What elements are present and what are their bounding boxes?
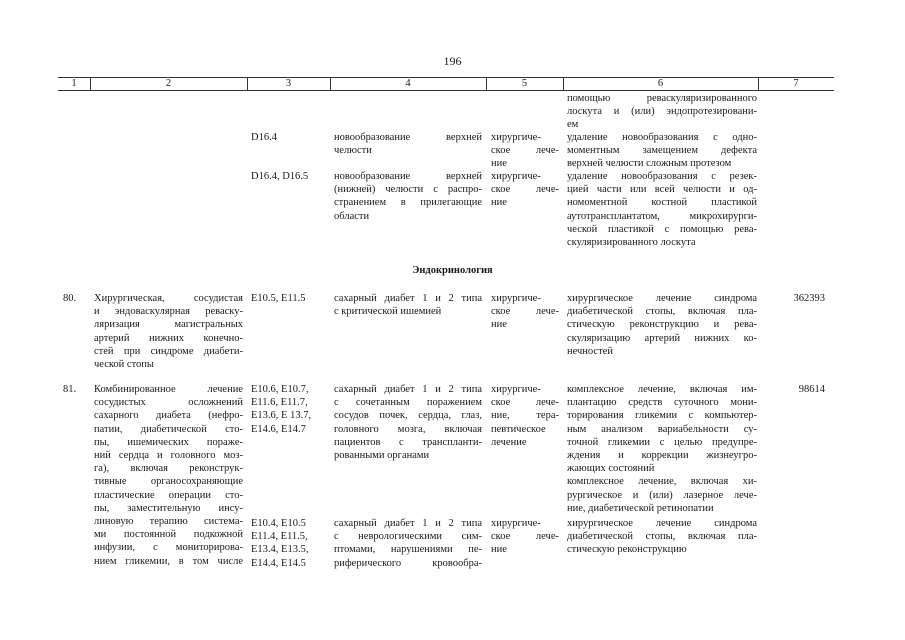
codes-cell	[251, 170, 329, 183]
text-line: сосудистых осложнений	[94, 397, 243, 409]
text-line: с сочетанным поражением	[334, 397, 482, 409]
text-line: E14.6, E14.7	[251, 423, 306, 435]
text-line: ское лече-	[491, 145, 559, 157]
text-line: сахарный диабет 1 и 2 типа	[334, 293, 482, 304]
text-line: номоментной костной пластикой	[567, 197, 757, 209]
text-line: линовую терапию системa-	[94, 516, 243, 528]
method-cell	[567, 170, 757, 249]
codes-cell	[251, 131, 329, 144]
section-title: Эндокринология	[412, 265, 493, 276]
text-line: пациентов с транспланти-	[334, 436, 482, 448]
text-line: ем	[567, 119, 579, 131]
text-line: ние, диабетической ретинопатии	[567, 502, 714, 514]
text-line: головного мозга, включая	[334, 423, 482, 435]
model-cell	[334, 131, 482, 157]
text-line: ми постоянной подкожной	[94, 529, 243, 541]
text-line: новообразование верхней	[334, 171, 482, 182]
method-cell	[567, 92, 757, 132]
text-line: ждения и коррекции жизнеугро-	[567, 450, 757, 462]
text-line: певтическое	[491, 423, 546, 435]
text-line: птомами, нарушениями пе-	[334, 544, 482, 556]
text-line: хирургиче-	[491, 171, 541, 182]
text-line: артерий нижних конечно-	[94, 332, 243, 344]
text-line: лечение	[491, 436, 527, 448]
treatment-cell	[491, 131, 559, 171]
text-line: ние	[491, 197, 507, 209]
method-cell	[567, 517, 757, 557]
text-line: хирургическое лечение синдрома	[567, 293, 757, 304]
text-line: ние	[491, 158, 507, 170]
model-cell	[334, 517, 482, 570]
text-line: жающих состояний	[567, 463, 655, 475]
text-line: челюсти	[334, 145, 372, 157]
text-line: стическую реконструкцию	[567, 544, 687, 556]
text-line: удаление новообразования с резек-	[567, 171, 757, 182]
text-line: цией части или всей челюсти и од-	[567, 184, 757, 196]
text-line: ческой пластикой с помощью рева-	[567, 223, 757, 235]
text-line: точной гликемии с целью предупре-	[567, 436, 757, 448]
name-cell	[94, 292, 243, 371]
text-line: E10.4, E10.5	[251, 518, 306, 529]
codes-cell	[251, 517, 329, 570]
text-line: (нижней) челюсти с распро-	[334, 184, 482, 196]
column-number: 2	[165, 78, 172, 89]
text-line: E11.4, E11.5,	[251, 531, 308, 543]
text-line: патии, диабетической сто-	[94, 423, 243, 435]
column-number: 6	[657, 78, 664, 89]
text-line: стей при синдроме диабети-	[94, 345, 243, 357]
text-line: хирургиче-	[491, 132, 541, 143]
text-line: риферического кровообра-	[334, 557, 482, 569]
text-line: E10.5, E11.5	[251, 293, 306, 304]
text-line: ское лече-	[491, 531, 559, 543]
model-cell	[334, 170, 482, 223]
text-line: нием гликемии, в том числе	[94, 555, 243, 567]
model-cell	[334, 292, 482, 318]
text-line: D16.4, D16.5	[251, 171, 309, 182]
codes-cell	[251, 292, 329, 305]
text-line: диабетической стопы, включая пла-	[567, 531, 757, 543]
text-line: ние	[491, 544, 507, 556]
text-line: ляризация магистральных	[94, 319, 243, 331]
text-line: хирургиче-	[491, 384, 541, 395]
text-line: с неврологическими сим-	[334, 531, 482, 543]
text-line: рургическое и (или) лазерное лече-	[567, 489, 757, 501]
text-line: га), включая реконструк-	[94, 463, 243, 475]
text-line: пластические операции сто-	[94, 489, 243, 501]
text-line: верхней челюсти сложным протезом	[567, 158, 732, 170]
text-line: E14.4, E14.5	[251, 557, 306, 569]
column-number: 7	[793, 78, 799, 89]
row-number: 81.	[63, 384, 77, 395]
text-line: пы, ишемических пораже-	[94, 436, 243, 448]
text-line: комплексное лечение, включая им-	[567, 384, 757, 395]
text-line: ское лече-	[491, 397, 559, 409]
text-line: аутотрансплантатом, микрохирурги-	[567, 210, 757, 222]
text-line: E10.6, E10.7,	[251, 384, 309, 395]
text-line: плантацию средств суточного мони-	[567, 397, 757, 409]
treatment-cell	[491, 292, 559, 332]
text-line: Комбинированное лечение	[94, 384, 243, 395]
treatment-cell	[491, 383, 559, 449]
text-line: хирургическое лечение синдрома	[567, 518, 757, 529]
text-line: стическую реконструкцию и рева-	[567, 319, 757, 331]
text-line: тивные органосохраняющие	[94, 476, 243, 488]
method-cell	[567, 383, 757, 515]
text-line: рованными органами	[334, 450, 430, 462]
text-line: с критической ишемией	[334, 306, 442, 318]
text-line: ческой стопы	[94, 359, 154, 371]
text-line: лоскута и (или) эндопротезировани-	[567, 106, 757, 118]
text-line: хирургиче-	[491, 293, 541, 304]
text-line: странением в прилегающие	[334, 197, 482, 209]
text-line: моментным замещением дефекта	[567, 145, 757, 157]
text-line: и эндоваскулярная реваску-	[94, 306, 243, 318]
method-cell	[567, 292, 757, 358]
model-cell	[334, 383, 482, 462]
text-line: ние	[491, 319, 507, 331]
text-line: скуляризированного лоскута	[567, 237, 696, 249]
text-line: E11.6, E11.7,	[251, 397, 308, 409]
text-line: нечностей	[567, 345, 613, 357]
text-line: ское лече-	[491, 306, 559, 318]
text-line: комплексное лечение, включая хи-	[567, 476, 757, 488]
text-line: диабетической стопы, включая пла-	[567, 306, 757, 318]
text-line: сахарного диабета (нефро-	[94, 410, 243, 422]
page-number: 196	[443, 54, 462, 68]
text-line: сахарный диабет 1 и 2 типа	[334, 384, 482, 395]
text-line: Хирургическая, сосудистая	[94, 293, 243, 304]
text-line: инфузии, с мониторирова-	[94, 542, 243, 554]
text-line: сосудов почек, сердца, глаз,	[334, 410, 482, 422]
text-line: E13.4, E13.5,	[251, 544, 309, 556]
method-cell	[567, 131, 757, 171]
treatment-cell	[491, 517, 559, 557]
cost-cell: 362393	[793, 293, 825, 304]
text-line: новообразование верхней	[334, 132, 482, 143]
text-line: хирургиче-	[491, 518, 541, 529]
text-line: сахарный диабет 1 и 2 типа	[334, 518, 482, 529]
text-line: D16.4	[251, 132, 277, 143]
column-number: 4	[405, 78, 411, 89]
text-line: скуляризацию артерий нижних ко-	[567, 332, 757, 344]
text-line: пы, заместительную инсу-	[94, 502, 243, 514]
column-number: 3	[285, 78, 292, 89]
cost-cell: 98614	[798, 384, 825, 395]
text-line: помощью реваскуляризированного	[567, 93, 757, 104]
column-number: 1	[71, 78, 77, 89]
text-line: удаление новообразования с одно-	[567, 132, 757, 143]
text-line: ний сердца и головного моз-	[94, 450, 243, 462]
text-line: E13.6, E 13.7,	[251, 410, 312, 422]
text-line: ское лече-	[491, 184, 559, 196]
text-line: торирования гликемии с компьютер-	[567, 410, 757, 422]
column-number: 5	[521, 78, 528, 89]
text-line: ние, тера-	[491, 410, 559, 422]
table-header-bottom-rule	[58, 90, 834, 91]
text-line: ным анализом вариабельности су-	[567, 423, 757, 435]
treatment-cell	[491, 170, 559, 210]
text-line: области	[334, 210, 370, 222]
row-number: 80.	[63, 293, 77, 304]
name-cell	[94, 383, 243, 568]
codes-cell	[251, 383, 329, 436]
